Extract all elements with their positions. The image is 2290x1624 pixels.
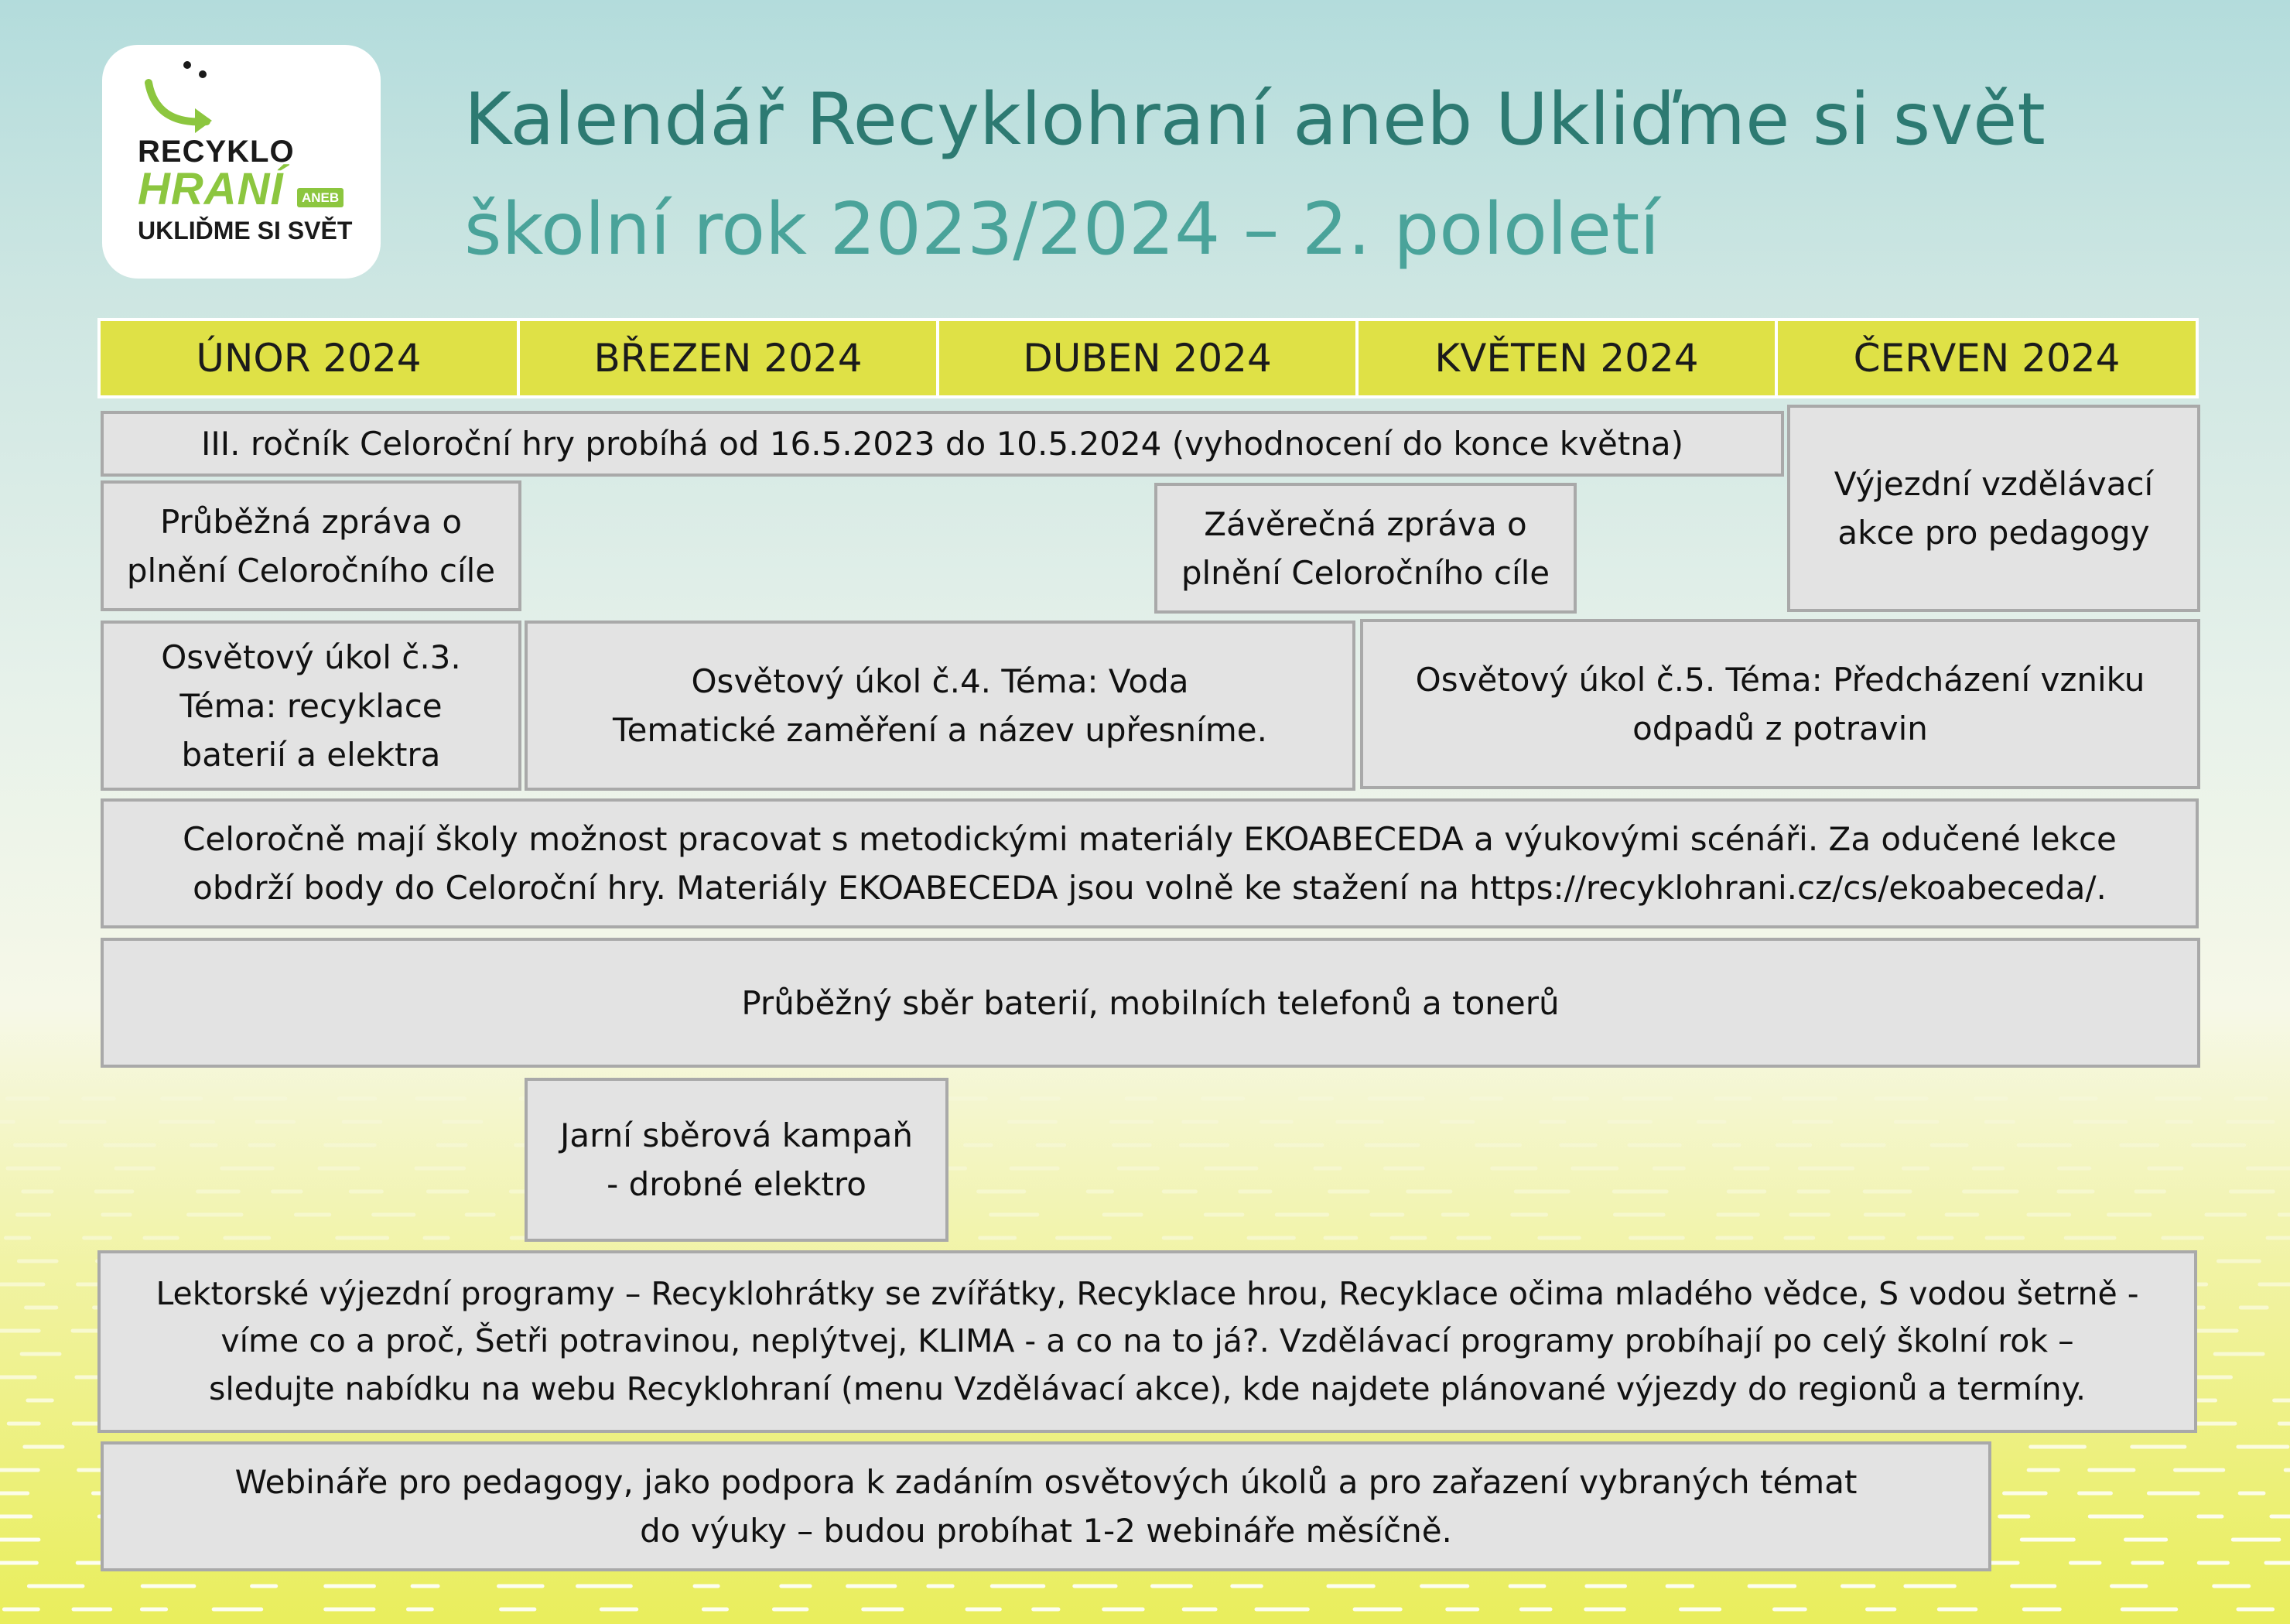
event-prubezny-sber: Průběžný sběr baterií, mobilních telefonů a tonerů xyxy=(101,938,2200,1068)
month-header-brezen: BŘEZEN 2024 xyxy=(517,318,939,398)
event-osvetovy-ukol-4: Osvětový úkol č.4. Téma: Voda Tematické zaměření a název upřesníme. xyxy=(525,621,1355,791)
recycle-arrow-icon xyxy=(133,56,226,141)
event-vyjezdni-akce: Výjezdní vzdělávací akce pro pedagogy xyxy=(1787,405,2200,612)
event-prubezna-zprava: Průběžná zpráva o plnění Celoročního cíle xyxy=(101,480,521,611)
event-ekoabeceda: Celoročně mají školy možnost pracovat s metodickými materiály EKOABECEDA a výukovými scénáři. Za odučené lekce obdrží body do Celoroční hry. Materiály EKOABECEDA jsou volně ke stažení na https://recyklohrani.cz/cs/ekoabeceda/. xyxy=(101,798,2199,928)
month-header-unor: ÚNOR 2024 xyxy=(97,318,520,398)
event-celorocni-hra: III. ročník Celoroční hry probíhá od 16.5.2023 do 10.5.2024 (vyhodnocení do konce května) xyxy=(101,411,1784,477)
event-osvetovy-ukol-3: Osvětový úkol č.3. Téma: recyklace baterií a elektra xyxy=(101,621,521,791)
event-zaverecna-zprava: Závěrečná zpráva o plnění Celoročního cíle xyxy=(1154,483,1577,614)
logo-badge-aneb: ANEB xyxy=(297,188,344,207)
month-header-cerven: ČERVEN 2024 xyxy=(1775,318,2199,398)
page-subtitle: školní rok 2023/2024 – 2. pololetí xyxy=(464,187,1660,271)
logo-text-hrani: HRANÍ xyxy=(138,164,284,214)
month-header-duben: DUBEN 2024 xyxy=(936,318,1359,398)
logo-text-uklidme: UKLIĎME SI SVĚT xyxy=(138,217,353,244)
recyklohrani-logo xyxy=(102,45,381,279)
logo-text-recyklo: RECYKLO xyxy=(138,135,295,169)
event-jarni-kampan: Jarní sběrová kampaň - drobné elektro xyxy=(525,1078,948,1242)
event-webinare: Webináře pro pedagogy, jako podpora k zadáním osvětových úkolů a pro zařazení vybraných témat do výuky – budou probíhat 1-2 webináře měsíčně. xyxy=(101,1441,1991,1571)
event-osvetovy-ukol-5: Osvětový úkol č.5. Téma: Předcházení vzniku odpadů z potravin xyxy=(1360,619,2200,789)
event-lektorske-programy: Lektorské výjezdní programy – Recyklohrátky se zvířátky, Recyklace hrou, Recyklace očima mladého vědce, S vodou šetrně - víme co a proč, Šetři potravinou, neplýtvej, KLIMA - a co na to já?. Vzdělávací programy probíhají po celý školní rok – sledujte nabídku na webu Recyklohraní (menu Vzdělávací akce), kde najdete plánované výjezdy do regionů a termíny. xyxy=(97,1250,2197,1433)
month-header-kveten: KVĚTEN 2024 xyxy=(1355,318,1778,398)
page-title: Kalendář Recyklohraní aneb Ukliďme si svět xyxy=(464,77,2046,161)
